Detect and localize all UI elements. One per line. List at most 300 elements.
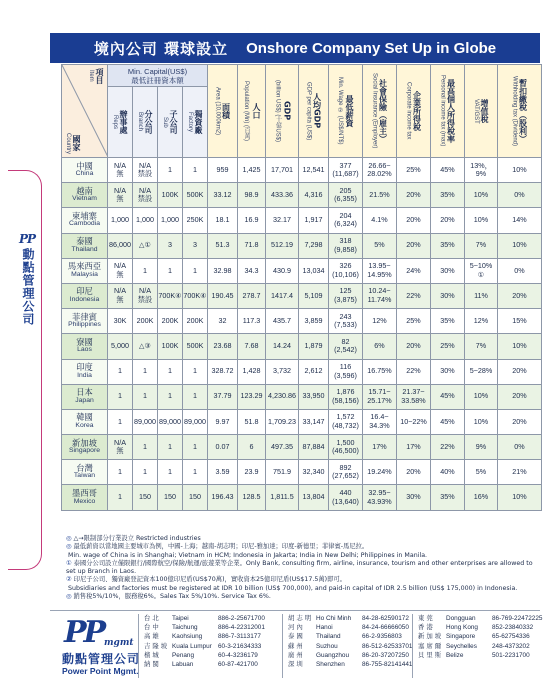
country-name-en: Philippines xyxy=(68,321,101,329)
cell-value: 1 xyxy=(143,441,147,451)
cell-reps xyxy=(108,460,133,485)
cell-value: 1 xyxy=(193,391,197,401)
office-entry xyxy=(418,632,542,641)
cell-value: 125 (3,875) xyxy=(334,286,357,305)
cell-sub xyxy=(158,334,183,359)
cell-reps xyxy=(108,183,133,208)
col-header-population: 人口 Population (Mn) (百萬) xyxy=(238,65,266,158)
cell-value: 117.3 xyxy=(242,315,261,325)
cell-cit xyxy=(397,233,431,258)
cell-value: 100K xyxy=(161,189,179,199)
cell-value: 21% xyxy=(512,467,527,477)
cell-value: 24% xyxy=(406,265,421,275)
cell-factory xyxy=(183,208,208,233)
cell-wht xyxy=(498,233,542,258)
cell-sub xyxy=(158,359,183,384)
office-entry xyxy=(288,651,412,660)
cell-value: 5~28% xyxy=(469,366,493,376)
cell-value: 1 xyxy=(193,164,197,174)
cell-area xyxy=(208,158,238,183)
cell-gdp xyxy=(266,460,299,485)
cell-factory xyxy=(183,309,208,334)
cell-sub xyxy=(158,485,183,510)
cell-branch xyxy=(133,283,158,308)
cell-pit xyxy=(431,309,465,334)
country-name-zh: 越南 xyxy=(76,185,93,196)
cell-wage xyxy=(329,409,363,434)
office-city-zh: 新加坡 xyxy=(418,632,444,641)
cell-pop xyxy=(238,409,266,434)
col-header-corporate-tax: 企業所得稅 Corporate income tax xyxy=(397,65,431,158)
country-cell xyxy=(62,359,108,384)
table-row xyxy=(62,485,542,510)
table-row xyxy=(62,409,542,434)
office-entry xyxy=(144,642,265,651)
footnote-line xyxy=(66,585,540,593)
cell-gdp-pc xyxy=(299,334,329,359)
cell-gdp xyxy=(266,359,299,384)
cell-wht xyxy=(498,283,542,308)
office-city-zh: 貝里斯 xyxy=(418,650,444,659)
office-entry xyxy=(144,614,265,623)
cell-value: 30% xyxy=(440,265,455,275)
cell-value: N/A 禁設 xyxy=(137,286,153,305)
cell-value: 1,917 xyxy=(304,215,323,225)
cell-value: 35% xyxy=(440,240,455,250)
cell-vat xyxy=(465,258,498,283)
cell-value: 1,000 xyxy=(111,215,129,225)
cell-sub xyxy=(158,283,183,308)
cell-value: 32.98 xyxy=(213,265,232,275)
cell-value: 16% xyxy=(473,492,489,502)
corner-item-en: Item xyxy=(88,70,94,82)
country-cell xyxy=(62,183,108,208)
cell-factory xyxy=(183,384,208,409)
cell-pit xyxy=(431,409,465,434)
office-entry xyxy=(144,651,265,660)
cell-gdp xyxy=(266,384,299,409)
cell-value: 20% xyxy=(512,416,527,426)
cell-sub xyxy=(158,258,183,283)
cell-value: 150 xyxy=(189,492,201,502)
cell-value: 20% xyxy=(406,467,421,477)
cell-sub xyxy=(158,409,183,434)
cell-pop xyxy=(238,208,266,233)
country-name-zh: 印尼 xyxy=(76,286,93,297)
country-name-zh: 柬埔寨 xyxy=(72,210,97,221)
cell-value: 17,701 xyxy=(271,164,293,174)
office-entry xyxy=(144,623,265,632)
footnote-symbol: ◎ xyxy=(66,543,72,551)
cell-gdp xyxy=(266,485,299,510)
brand-logo-icon: PP xyxy=(18,232,36,246)
cell-value: 116 (3,596) xyxy=(334,362,357,380)
cell-value: 16.9 xyxy=(244,215,259,225)
cell-value: 0% xyxy=(514,189,525,199)
cell-pit xyxy=(431,283,465,308)
cell-reps xyxy=(108,485,133,510)
country-cell xyxy=(62,384,108,409)
table-corner-header xyxy=(62,65,108,158)
cell-value: 128.5 xyxy=(242,492,261,502)
cell-value: 51.3 xyxy=(215,240,230,250)
cell-value: 205 (6,355) xyxy=(334,185,357,204)
cell-value: 87,884 xyxy=(302,441,325,451)
cell-value: 15% xyxy=(512,315,527,325)
cell-area xyxy=(208,283,238,308)
cell-gdp xyxy=(266,283,299,308)
cell-value: 500K xyxy=(186,341,204,351)
cell-area xyxy=(208,334,238,359)
office-entry xyxy=(288,614,412,623)
cell-value: 1,428 xyxy=(242,366,261,376)
cell-value: 1,000 xyxy=(161,215,179,225)
cell-pit xyxy=(431,158,465,183)
cell-gdp-pc xyxy=(299,485,329,510)
cell-area xyxy=(208,208,238,233)
country-name-en: Japan xyxy=(75,396,94,404)
cell-wage xyxy=(329,233,363,258)
company-name-zh: 動點管理公司 xyxy=(62,652,141,666)
cell-value: 4.1% xyxy=(371,215,388,225)
cell-value: 3 xyxy=(193,240,197,250)
cell-reps xyxy=(108,158,133,183)
cell-value: 13.95~ 14.95% xyxy=(367,261,392,279)
cell-pop xyxy=(238,485,266,510)
cell-value: 892 (27,652) xyxy=(332,462,359,481)
country-name-en: Singapore xyxy=(69,447,100,455)
cell-wht xyxy=(498,435,542,460)
cell-value: 12% xyxy=(372,315,387,325)
cell-vat xyxy=(465,334,498,359)
office-phone: 86-755-82141441 xyxy=(362,661,413,669)
cell-pit xyxy=(431,485,465,510)
cell-pop xyxy=(238,435,266,460)
cell-social xyxy=(363,359,397,384)
cell-value: 20% xyxy=(512,366,527,376)
cell-cit xyxy=(397,258,431,283)
footnote-line xyxy=(66,560,540,577)
table-row xyxy=(62,183,542,208)
cell-value: 18.1 xyxy=(215,215,230,225)
office-city-zh: 胡志明 xyxy=(288,614,314,622)
cell-gdp-pc xyxy=(299,258,329,283)
cell-cit xyxy=(397,384,431,409)
cell-vat xyxy=(465,460,498,485)
table-body xyxy=(62,158,542,511)
cell-branch xyxy=(133,460,158,485)
page-title-en: Onshore Company Set Up in Globe xyxy=(246,39,497,57)
office-city-zh: 台中 xyxy=(144,623,161,632)
company-name-en: Power Point Mgmt. xyxy=(62,666,139,676)
cell-branch xyxy=(133,384,158,409)
cell-cit xyxy=(397,359,431,384)
country-name-zh: 新加坡 xyxy=(72,437,97,448)
cell-factory xyxy=(183,359,208,384)
cell-pop xyxy=(238,283,266,308)
cell-vat xyxy=(465,359,498,384)
cell-wage xyxy=(329,183,363,208)
table-row xyxy=(62,208,542,233)
office-city-en: Belize xyxy=(446,651,464,659)
cell-value: 250K xyxy=(186,215,204,225)
cell-pit xyxy=(431,208,465,233)
cell-factory xyxy=(183,158,208,183)
office-city-zh: 東莞 xyxy=(418,614,435,622)
country-name-en: Indonesia xyxy=(69,296,100,304)
cell-factory xyxy=(183,258,208,283)
cell-factory xyxy=(183,283,208,308)
cell-value: 16.75% xyxy=(367,366,392,376)
office-phone: 84-28-62590172 xyxy=(362,615,409,622)
cell-value: 20% xyxy=(406,240,421,250)
country-name-en: Vietnam xyxy=(72,195,97,203)
cell-gdp xyxy=(266,208,299,233)
office-city-zh: 高雄 xyxy=(144,632,161,641)
cell-value: 1 xyxy=(168,265,172,275)
cell-value: 33,950 xyxy=(302,391,325,401)
cell-pit xyxy=(431,435,465,460)
office-entry xyxy=(418,642,542,651)
cell-vat xyxy=(465,233,498,258)
office-phone: 86-20-37207250 xyxy=(362,651,409,659)
cell-value: 123.29 xyxy=(240,391,263,401)
cell-wage xyxy=(329,435,363,460)
country-cell xyxy=(62,233,108,258)
cell-factory xyxy=(183,435,208,460)
cell-branch xyxy=(133,258,158,283)
cell-value: 1 xyxy=(193,366,197,376)
cell-gdp-pc xyxy=(299,309,329,334)
country-name-zh: 韓國 xyxy=(76,412,93,423)
cell-value: 35% xyxy=(440,189,455,199)
office-city-zh: 檳城 xyxy=(144,650,161,659)
cell-value: 7% xyxy=(475,240,487,250)
cell-value: 200K xyxy=(186,315,204,325)
cell-value: 10% xyxy=(473,416,489,426)
company-setup-table xyxy=(61,64,542,511)
cell-value: 23.9 xyxy=(244,467,259,477)
cell-branch xyxy=(133,334,158,359)
cell-social xyxy=(363,384,397,409)
cell-value: 30% xyxy=(440,290,455,300)
cell-value: 10% xyxy=(473,215,489,225)
office-phone: 886-4-22312001 xyxy=(218,624,265,632)
office-city-en: Penang xyxy=(172,651,195,659)
cell-value: 45% xyxy=(440,164,455,174)
cell-gdp-pc xyxy=(299,233,329,258)
cell-value: 1 xyxy=(118,416,122,426)
cell-cit xyxy=(397,183,431,208)
col-header-min-wage: 最低薪資 Min. Wage ② (US$/NT$) xyxy=(329,65,363,158)
cell-vat xyxy=(465,435,498,460)
cell-value: 1,876 (58,156) xyxy=(332,387,359,405)
office-city-en: Taipei xyxy=(172,615,189,622)
office-city-en: Hong Kong xyxy=(446,624,478,632)
cell-value: 6 xyxy=(249,441,254,451)
cell-gdp-pc xyxy=(299,283,329,308)
footnote-symbol: ① xyxy=(66,559,72,567)
cell-wage xyxy=(329,158,363,183)
cell-value: 26.66~ 28.02% xyxy=(367,160,392,179)
cell-value: 16.4~ 34.3% xyxy=(369,412,390,430)
cell-value: 9.97 xyxy=(215,416,230,426)
cell-value: 51.8 xyxy=(244,416,259,426)
cell-value: 33.12 xyxy=(213,189,232,199)
cell-area xyxy=(208,183,238,208)
cell-reps xyxy=(108,258,133,283)
cell-value: N/A 無 xyxy=(114,437,126,456)
office-city-zh: 吉隆坡 xyxy=(144,641,170,650)
cell-value: 200K xyxy=(161,315,179,325)
cell-value: 6% xyxy=(374,341,385,351)
cell-value: 328.72 xyxy=(211,366,234,376)
cell-value: 1 xyxy=(118,366,122,376)
sub-header-reps: 辦事處 Reps xyxy=(108,87,133,158)
cell-value: 22% xyxy=(406,366,421,376)
cell-value: 10% xyxy=(512,164,527,174)
office-entry xyxy=(418,651,542,660)
cell-value: N/A 無 xyxy=(114,286,126,305)
footer-divider xyxy=(50,610,540,611)
country-cell xyxy=(62,485,108,510)
cell-value: 150 xyxy=(164,492,176,502)
cell-value: 377 (11,687) xyxy=(332,160,359,179)
cell-sub xyxy=(158,435,183,460)
cell-value: 10.24~ 11.74% xyxy=(367,286,392,305)
office-phone: 60-4-3236179 xyxy=(218,651,258,659)
cell-value: 1,811.5 xyxy=(270,492,294,502)
cell-value: 10% xyxy=(473,189,489,199)
cell-value: 15.71~ 25.17% xyxy=(367,387,392,405)
col-header-gdp-per-capita: 人均GDP GDP per capita (US$) xyxy=(299,65,329,158)
cell-value: 30% xyxy=(406,492,421,502)
cell-value: 25% xyxy=(440,341,455,351)
cell-value: 1 xyxy=(168,467,172,477)
cell-pop xyxy=(238,258,266,283)
cell-wht xyxy=(498,485,542,510)
cell-social xyxy=(363,208,397,233)
cell-wage xyxy=(329,258,363,283)
cell-value: N/A 禁設 xyxy=(137,160,153,179)
cell-branch xyxy=(133,435,158,460)
cell-value: 1,709.23 xyxy=(268,416,296,426)
office-phone: 65-62754336 xyxy=(492,633,530,641)
cell-wht xyxy=(498,208,542,233)
col-header-social-insurance: 社會保險（雇主） Social Insurance (Employer) xyxy=(363,65,397,158)
country-name-en: Thailand xyxy=(71,245,98,253)
table-row xyxy=(62,233,542,258)
cell-value: 14.24 xyxy=(273,341,291,351)
country-name-zh: 菲律賓 xyxy=(72,311,97,322)
cell-value: 1 xyxy=(168,391,172,401)
cell-value: 430.9 xyxy=(273,265,291,275)
cell-vat xyxy=(465,485,498,510)
cell-factory xyxy=(183,485,208,510)
footnote-symbol: ◎ xyxy=(66,593,72,601)
cell-value: 98.9 xyxy=(244,189,259,199)
cell-value: 700K④ xyxy=(158,290,182,300)
cell-gdp-pc xyxy=(299,409,329,434)
cell-value: 17% xyxy=(406,441,421,451)
cell-value: 1,000 xyxy=(136,215,154,225)
office-list-2 xyxy=(288,614,412,669)
sub-header-branch: 分公司 Branch xyxy=(133,87,158,158)
cell-wht xyxy=(498,158,542,183)
cell-value: 7,298 xyxy=(304,240,323,250)
office-city-en: Kaohsiung xyxy=(172,633,203,641)
cell-value: 89,000 xyxy=(159,416,181,426)
col-header-withholding-tax: 暫扣繳稅（股利） Withholding tax (Dividend) xyxy=(498,65,542,158)
cell-value: 45% xyxy=(440,416,455,426)
cell-wage xyxy=(329,283,363,308)
country-cell xyxy=(62,460,108,485)
cell-reps xyxy=(108,309,133,334)
cell-value: 1417.4 xyxy=(271,290,293,300)
cell-gdp-pc xyxy=(299,208,329,233)
office-entry xyxy=(288,660,412,669)
page-title-banner xyxy=(50,33,540,63)
cell-sub xyxy=(158,183,183,208)
cell-value: 751.9 xyxy=(273,467,291,477)
cell-sub xyxy=(158,460,183,485)
cell-value: 1 xyxy=(118,391,122,401)
footnotes xyxy=(66,535,540,601)
footnote-symbol: ◎ xyxy=(66,535,72,542)
cell-value: 86,000 xyxy=(109,240,131,250)
office-city-en: Shenzhen xyxy=(316,661,345,669)
sub-header-sub: 子公司 Sub xyxy=(158,87,183,158)
office-city-en: Suzhou xyxy=(316,642,338,650)
country-cell xyxy=(62,208,108,233)
cell-value: 3.59 xyxy=(215,467,230,477)
footnote-text: 最低薪資以當地國主要城市為例，中國-上海；越南-胡志明；印尼-雅加達；印度-新德里；菲律賓-馬尼拉。 xyxy=(73,543,369,551)
cell-wage xyxy=(329,309,363,334)
cell-wht xyxy=(498,359,542,384)
country-name-zh: 中國 xyxy=(76,160,93,171)
cell-reps xyxy=(108,233,133,258)
cell-pop xyxy=(238,334,266,359)
cell-sub xyxy=(158,158,183,183)
office-city-en: Labuan xyxy=(172,661,194,669)
country-name-zh: 台灣 xyxy=(76,462,93,473)
cell-vat xyxy=(465,409,498,434)
table-row xyxy=(62,334,542,359)
cell-value: 13,804 xyxy=(302,492,325,502)
col-header-gdp: GDP (billion US$) (十億US$) xyxy=(266,65,299,158)
cell-branch xyxy=(133,183,158,208)
cell-value: 243 (7,533) xyxy=(334,311,357,330)
cell-reps xyxy=(108,435,133,460)
cell-pop xyxy=(238,359,266,384)
cell-value: 89,000 xyxy=(184,416,206,426)
cell-value: 1,500 (46,500) xyxy=(332,437,359,456)
page-title-zh: 境內公司 環球設立 xyxy=(93,39,229,58)
cell-cit xyxy=(397,309,431,334)
cell-pop xyxy=(238,384,266,409)
cell-value: 10~22% xyxy=(400,416,427,426)
office-entry xyxy=(288,632,412,641)
office-entry xyxy=(288,623,412,632)
cell-social xyxy=(363,409,397,434)
cell-value: 20% xyxy=(406,215,421,225)
cell-value: 1 xyxy=(193,467,197,477)
cell-value: 21.37~ 33.58% xyxy=(401,387,426,405)
cell-social xyxy=(363,309,397,334)
cell-value: 0% xyxy=(514,441,525,451)
cell-pop xyxy=(238,309,266,334)
cell-social xyxy=(363,485,397,510)
